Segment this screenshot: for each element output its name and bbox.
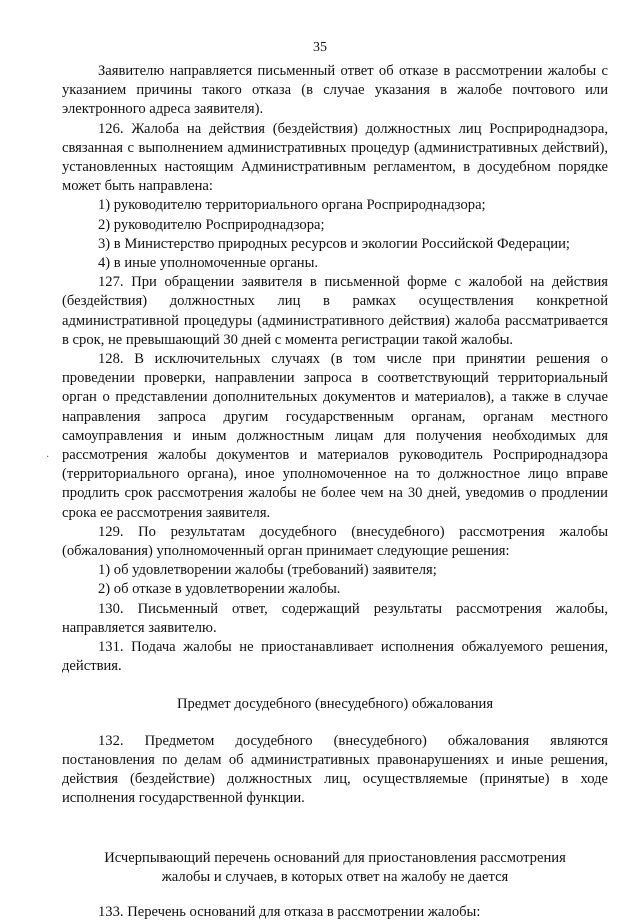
heading-line: Исчерпывающий перечень оснований для приостановления рассмотрения <box>104 849 566 866</box>
paragraph-131: 131. Подача жалобы не приостанавливает исполнения обжалуемого решения, действия. <box>62 639 608 675</box>
document-body <box>62 62 608 922</box>
margin-mark: · <box>46 452 50 463</box>
paragraph-126: 126. Жалоба на действия (бездействия) должностных лиц Росприроднадзора, связанная с выполнением административных процедур (административных действий), установленных настоящим Административным регламентом, в досудебном порядке может быть направлена: <box>62 120 608 195</box>
paragraph-130: 130. Письменный ответ, содержащий результаты рассмотрения жалобы, направляется заявителю. <box>62 600 608 636</box>
paragraph-127: 127. При обращении заявителя в письменной форме с жалобой на действия (бездействия) должностных лиц в рамках осуществления конкретной административной процедуры (административного действия) жалоба рассматривается в срок, не превышающий 30 дней с момента регистрации такой жалобы. <box>62 274 608 348</box>
heading-line: жалобы и случаев, в которых ответ на жалобу не дается <box>161 868 509 885</box>
paragraph-133: 133. Перечень оснований для отказа в рассмотрении жалобы: <box>98 903 481 920</box>
list-item: 2) руководителю Росприроднадзора; <box>98 216 325 233</box>
list-item: 1) руководителю территориального органа Росприроднадзора; <box>98 197 486 214</box>
section-heading: Предмет досудебного (внесудебного) обжалования <box>176 695 494 712</box>
paragraph-128: 128. В исключительных случаях (в том числе при принятии решения о проведении проверки, направлении запроса в соответствующий территориальный орган о представлении дополнительных документов и материалов), а также в случае направления запроса другим государственным органам, органам местного самоуправления и иным должностным лицам для получения необходимых для рассмотрения жалобы документов и материалов руководитель Росприроднадзора (территориального органа), иное уполномоченное на то должностное лицо вправе продлить срок рассмотрения жалобы не более чем на 30 дней, уведомив о продлении срока ее рассмотрения заявителя. <box>62 351 608 521</box>
section-heading-2 <box>62 849 608 887</box>
list-item: 2) об отказе в удовлетворении жалобы. <box>98 581 341 598</box>
page-number: 35 <box>313 40 327 55</box>
paragraph: Заявителю направляется письменный ответ об отказе в рассмотрении жалобы с указанием причины такого отказа (в случае указания в жалобе почтового или электронного адреса заявителя). <box>62 63 608 118</box>
paragraph-132: 132. Предметом досудебного (внесудебного) обжалования являются постановления по делам об административных правонарушениях и иные решения, действия (бездействие) должностных лиц, осуществляемые (принятые) в ходе исполнения государственной функции. <box>62 732 608 807</box>
list-item: 3) в Министерство природных ресурсов и экологии Российской Федерации; <box>98 235 570 252</box>
list-item: 1) об удовлетворении жалобы (требований) заявителя; <box>98 562 437 579</box>
list-item: 4) в иные уполномоченные органы. <box>98 255 319 272</box>
paragraph-129: 129. По результатам досудебного (внесудебного) рассмотрения жалобы (обжалования) уполномоченный орган принимает следующие решения: <box>62 523 608 560</box>
